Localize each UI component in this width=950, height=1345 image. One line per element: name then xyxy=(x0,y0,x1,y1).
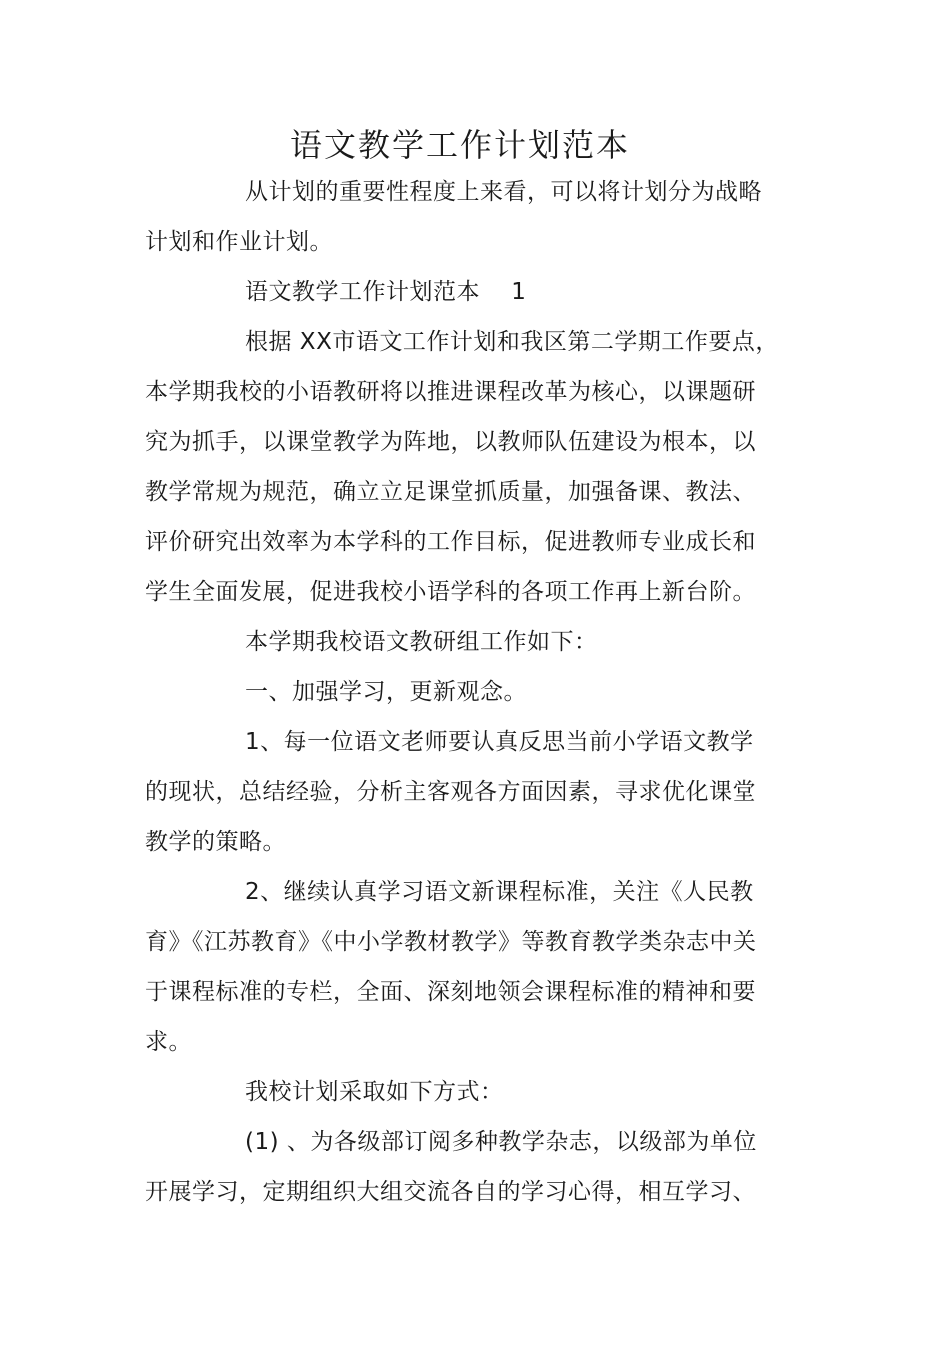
paragraph-line: 的现状，总结经验，分析主客观各方面因素，寻求优化课堂 xyxy=(145,779,756,805)
section-heading: 语文教学工作计划范本 1 xyxy=(245,279,527,305)
paragraph-line: 教学常规为规范，确立立足课堂抓质量，加强备课、教法、 xyxy=(145,479,756,505)
paragraph-line: 2、继续认真学习语文新课程标准，关注《人民教 xyxy=(245,879,754,905)
paragraph-line: 求。 xyxy=(145,1029,192,1055)
paragraph-line: 于课程标准的专栏，全面、深刻地领会课程标准的精神和要 xyxy=(145,979,756,1005)
paragraph-line: 1、每一位语文老师要认真反思当前小学语文教学 xyxy=(245,729,754,755)
paragraph-line: 本学期我校语文教研组工作如下： xyxy=(245,629,598,655)
paragraph-line: 开展学习，定期组织大组交流各自的学习心得，相互学习、 xyxy=(145,1179,756,1205)
document-title: 语文教学工作计划范本 xyxy=(289,126,630,164)
paragraph-line: 我校计划采取如下方式： xyxy=(245,1079,504,1105)
paragraph-line: (1) 、为各级部订阅多种教学杂志，以级部为单位 xyxy=(245,1129,757,1155)
paragraph-line: 评价研究出效率为本学科的工作目标，促进教师专业成长和 xyxy=(145,529,756,555)
paragraph-line: 根据 XX市语文工作计划和我区第二学期工作要点， xyxy=(245,329,779,355)
paragraph-line: 本学期我校的小语教研将以推进课程改革为核心，以课题研 xyxy=(145,379,756,405)
paragraph-line: 从计划的重要性程度上来看，可以将计划分为战略 xyxy=(245,179,762,205)
paragraph-line: 学生全面发展，促进我校小语学科的各项工作再上新台阶。 xyxy=(145,579,756,605)
paragraph-line: 究为抓手，以课堂教学为阵地，以教师队伍建设为根本，以 xyxy=(145,429,756,455)
paragraph-line: 教学的策略。 xyxy=(145,829,286,855)
section-heading: 一、加强学习，更新观念。 xyxy=(245,679,527,705)
paragraph-line: 计划和作业计划。 xyxy=(145,229,333,255)
paragraph-line: 育》《江苏教育》《中小学教材教学》等教育教学类杂志中关 xyxy=(145,929,757,955)
